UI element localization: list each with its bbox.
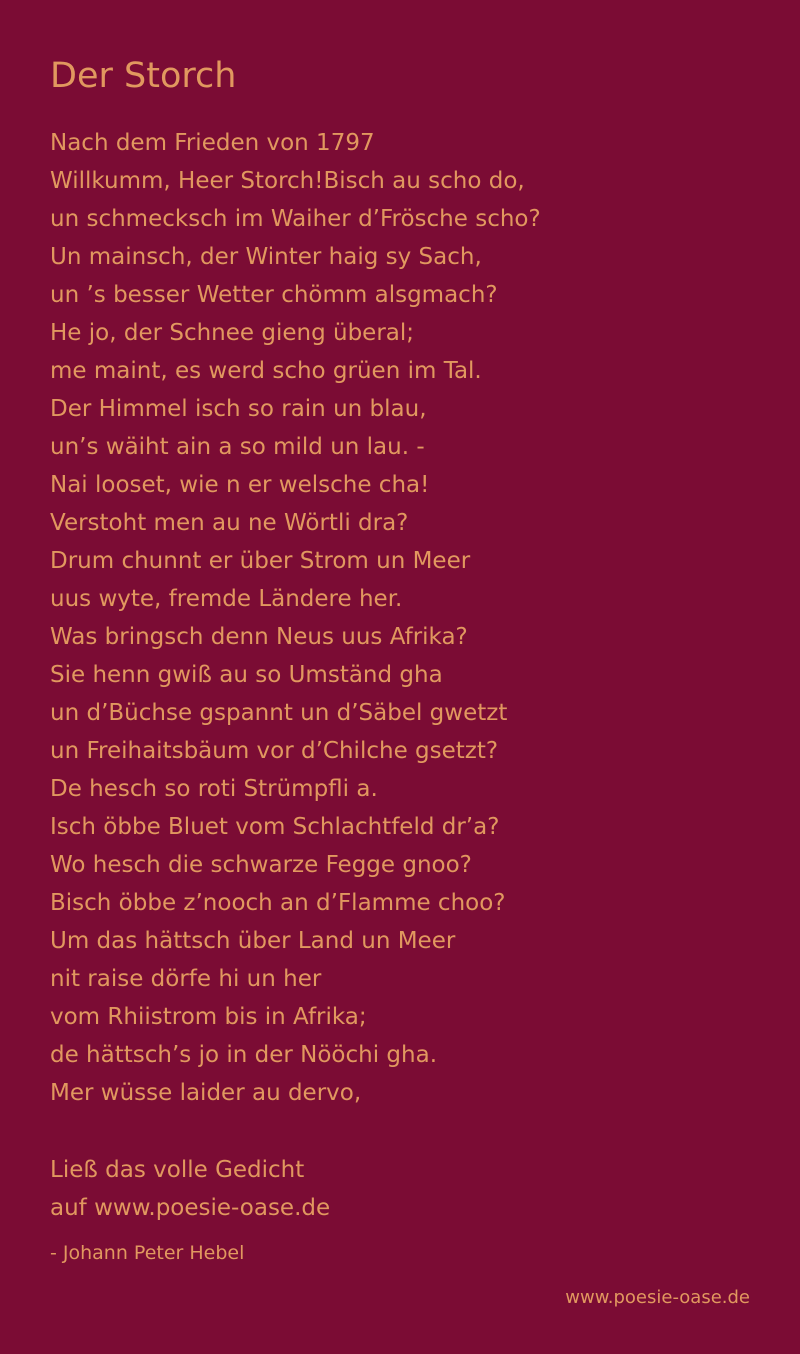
read-full-poem-note bbox=[50, 1151, 750, 1227]
verse-line: un’s wäiht ain a so mild un lau. - bbox=[50, 434, 425, 460]
verse-line: Der Himmel isch so rain un blau, bbox=[50, 396, 427, 422]
cta-line: Ließ das volle Gedicht bbox=[50, 1157, 305, 1183]
verse-line: uus wyte, fremde Ländere her. bbox=[50, 586, 403, 612]
verse-line: un schmecksch im Waiher d’Frösche scho? bbox=[50, 206, 541, 232]
verse-line: Um das hättsch über Land un Meer bbox=[50, 928, 456, 954]
poem-author: - Johann Peter Hebel bbox=[50, 1242, 245, 1264]
verse-line: Bisch öbbe z’nooch an d’Flamme choo? bbox=[50, 890, 506, 916]
poem-title: Der Storch bbox=[50, 56, 237, 96]
poem-verses bbox=[50, 124, 750, 1112]
verse-line: Drum chunnt er über Strom un Meer bbox=[50, 548, 471, 574]
verse-line: vom Rhiistrom bis in Afrika; bbox=[50, 1004, 367, 1030]
verse-line: Nai looset, wie n er welsche cha! bbox=[50, 472, 430, 498]
verse-line: Was bringsch denn Neus uus Afrika? bbox=[50, 624, 468, 650]
footer-website-url: www.poesie-oase.de bbox=[565, 1287, 750, 1308]
verse-line: un d’Büchse gspannt un d’Säbel gwetzt bbox=[50, 700, 508, 726]
verse-line: Un mainsch, der Winter haig sy Sach, bbox=[50, 244, 482, 270]
verse-line: un ’s besser Wetter chömm alsgmach? bbox=[50, 282, 498, 308]
verse-line: de hättsch’s jo in der Nööchi gha. bbox=[50, 1042, 438, 1068]
verse-line: De hesch so roti Strümpfli a. bbox=[50, 776, 378, 802]
verse-line: Isch öbbe Bluet vom Schlachtfeld dr’a? bbox=[50, 814, 500, 840]
verse-line: Nach dem Frieden von 1797 bbox=[50, 130, 375, 156]
verse-line: Wo hesch die schwarze Fegge gnoo? bbox=[50, 852, 472, 878]
verse-line: un Freihaitsbäum vor d’Chilche gsetzt? bbox=[50, 738, 499, 764]
verse-line: me maint, es werd scho grüen im Tal. bbox=[50, 358, 482, 384]
verse-line: He jo, der Schnee gieng überal; bbox=[50, 320, 415, 346]
verse-line: Sie henn gwiß au so Umständ gha bbox=[50, 662, 443, 688]
verse-line: Mer wüsse laider au dervo, bbox=[50, 1080, 362, 1106]
verse-line: nit raise dörfe hi un her bbox=[50, 966, 322, 992]
cta-line: auf www.poesie-oase.de bbox=[50, 1195, 331, 1221]
verse-line: Willkumm, Heer Storch!Bisch au scho do, bbox=[50, 168, 525, 194]
verse-line: Verstoht men au ne Wörtli dra? bbox=[50, 510, 409, 536]
